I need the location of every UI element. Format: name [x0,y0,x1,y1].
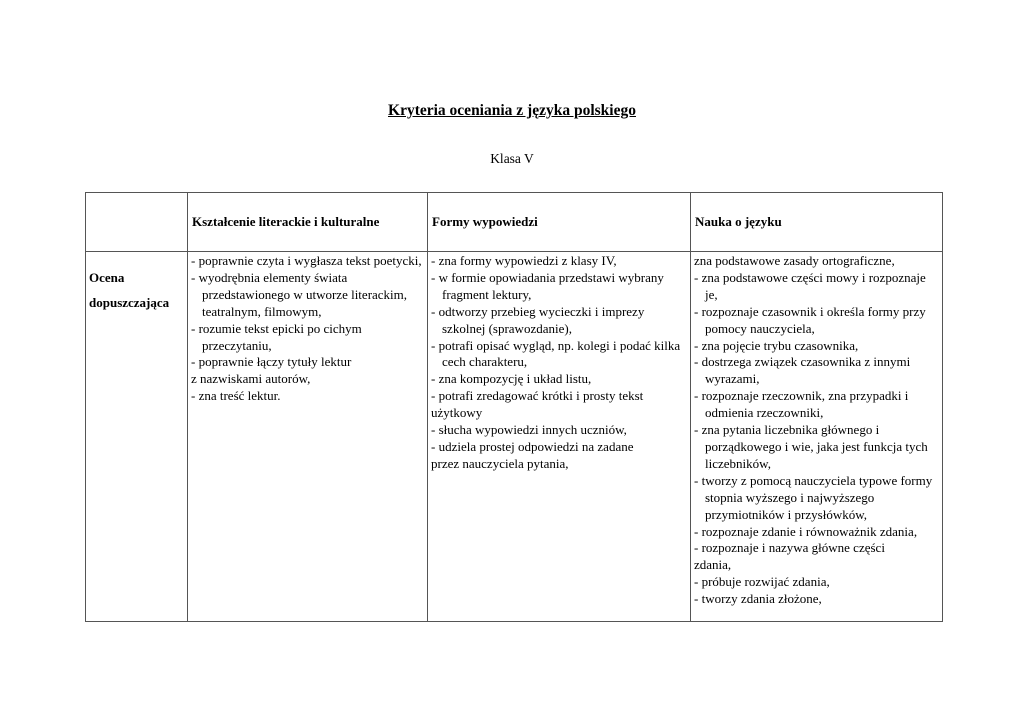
list-item: - tworzy z pomocą nauczyciela typowe formy stopnia wyższego i najwyższego przymiotników i przysłówków, [694,472,933,522]
list-item: zdania, [694,557,732,573]
document-title: Kryteria oceniania z języka polskiego [388,102,636,119]
literary-criteria-cell [188,252,428,622]
list-item: - zna formy wypowiedzi z klasy IV, [431,253,617,268]
header-cell-empty [86,193,188,252]
list-item: zna podstawowe zasady ortograficzne, [694,253,895,268]
language-criteria-list [694,253,939,608]
list-item: - potrafi zredagować krótki i prosty tekst [431,388,644,404]
document-subtitle: Klasa V [490,151,534,166]
list-item: - dostrzega związek czasownika z innymi wyrazami, [694,354,911,387]
list-item: - zna pytania liczebnika głównego i porządkowego i wie, jaka jest funkcja tych liczebników, [694,422,928,471]
list-item: - zna podstawowe części mowy i rozpoznaje je, [694,269,926,302]
list-item: - odtworzy przebieg wycieczki i imprezy szkolnej (sprawozdanie), [431,303,645,336]
list-item: - rozpoznaje rzeczownik, zna przypadki i odmienia rzeczowniki, [694,388,909,421]
grade-label-line1: Ocena [89,270,125,285]
list-item: - rozumie tekst epicki po cichym przeczytaniu, [191,320,362,353]
header-cell-literary: Kształcenie literackie i kulturalne [188,193,428,252]
list-item: - rozpoznaje zdanie i równoważnik zdania, [694,523,918,539]
list-item: - rozpoznaje i nazywa główne części [694,540,885,556]
forms-criteria-list [431,253,687,473]
list-item: - słucha wypowiedzi innych uczniów, [431,422,627,438]
header-cell-language: Nauka o języku [691,193,943,252]
list-item: - wyodrębnia elementy świata przedstawionego w utworze literackim, teatralnym, filmowym, [191,269,408,319]
table-row [86,252,943,622]
list-item: - tworzy zdania złożone, [694,591,822,607]
list-item: - zna kompozycję i układ listu, [431,371,592,387]
list-item: - poprawnie łączy tytuły lektur [191,354,352,370]
list-item: przez nauczyciela pytania, [431,455,569,471]
list-item: - zna treść lektur. [191,388,281,404]
criteria-table [85,192,943,622]
list-item: - poprawnie czyta i wygłasza tekst poetycki, [191,253,422,268]
literary-criteria-list [191,253,424,405]
table-header-row [86,193,943,252]
language-criteria-cell [691,252,943,622]
list-item: z nazwiskami autorów, [191,371,311,387]
forms-criteria-cell [428,252,691,622]
list-item: - w formie opowiadania przedstawi wybrany fragment lektury, [431,269,664,302]
grade-cell [86,252,188,622]
list-item: - udziela prostej odpowiedzi na zadane [431,438,634,454]
list-item: - zna pojęcie trybu czasownika, [694,337,859,353]
list-item: - rozpoznaje czasownik i określa formy przy pomocy nauczyciela, [694,303,926,336]
list-item: - potrafi opisać wygląd, np. kolegi i podać kilka cech charakteru, [431,337,681,370]
list-item: - próbuje rozwijać zdania, [694,574,830,590]
header-cell-forms: Formy wypowiedzi [428,193,691,252]
list-item: użytkowy [431,405,483,421]
grade-label-line2: dopuszczająca [89,295,170,310]
